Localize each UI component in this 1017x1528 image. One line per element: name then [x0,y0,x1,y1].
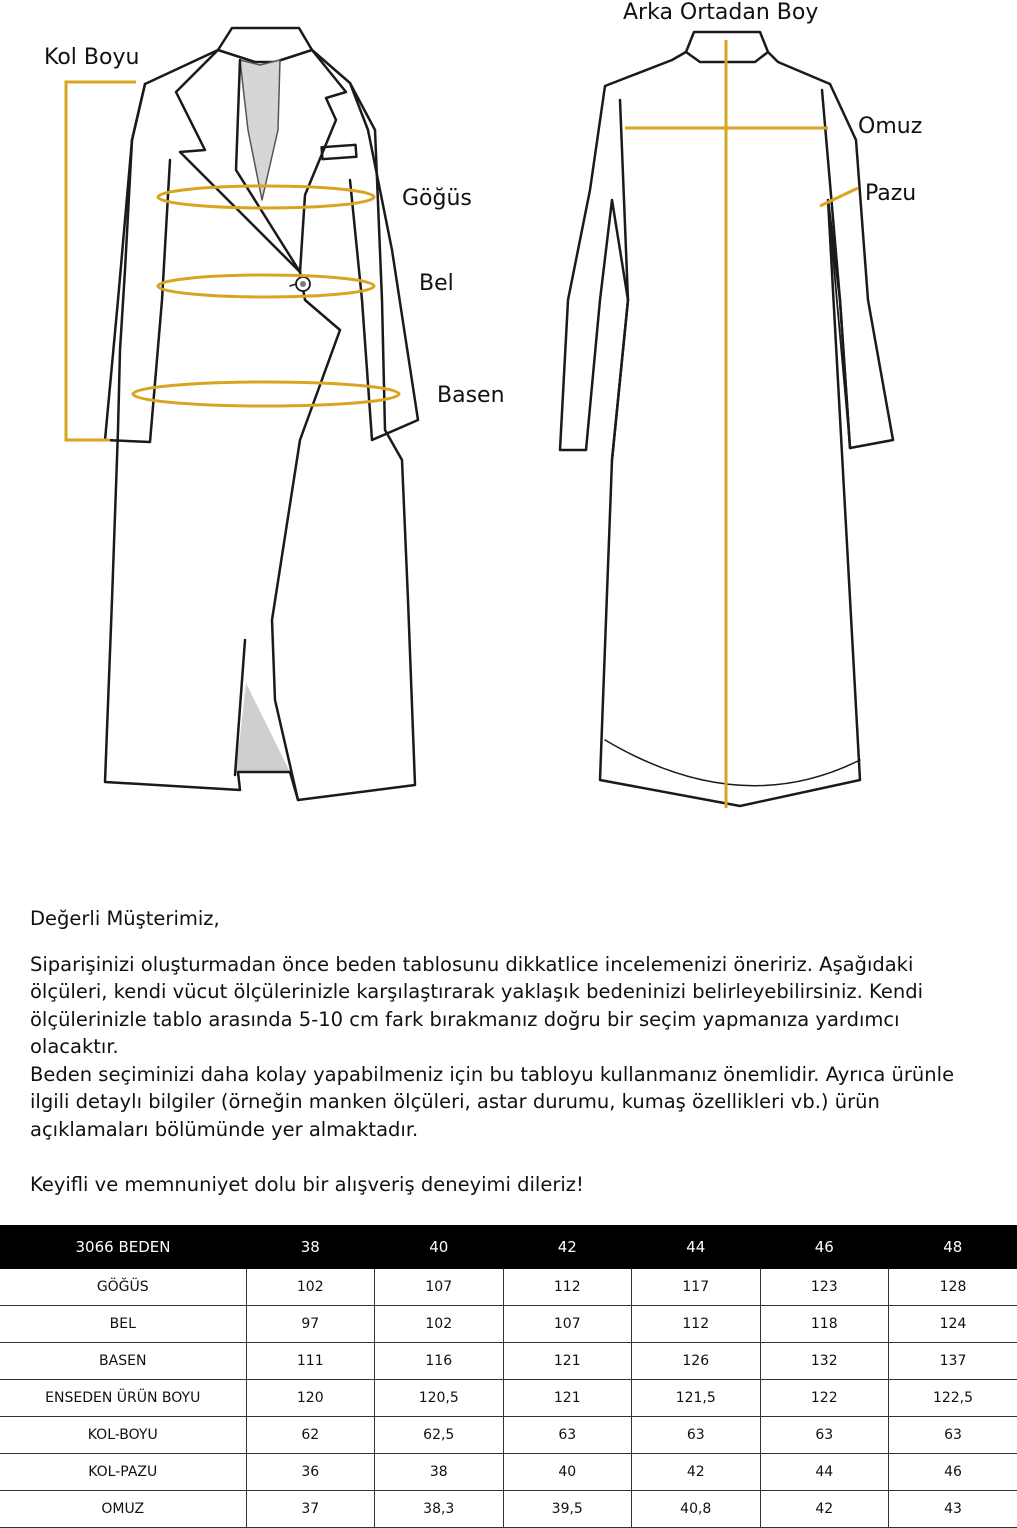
table-cell: 112 [503,1269,632,1306]
header-cell: 40 [375,1225,504,1269]
closing-text: Keyifli ve memnuniyet dolu bir alışveriş deneyimi dileriz! [30,1171,990,1199]
table-row [0,1306,1017,1343]
table-cell: 128 [889,1269,1017,1306]
table-cell: 124 [889,1306,1017,1343]
size-chart-table [0,1225,1017,1528]
header-cell: 44 [632,1225,761,1269]
table-cell: 36 [246,1454,375,1491]
table-row [0,1454,1017,1491]
row-label: GÖĞÜS [0,1269,246,1306]
table-cell: 62,5 [375,1417,504,1454]
table-cell: 62 [246,1417,375,1454]
table-cell: 122,5 [889,1380,1017,1417]
table-cell: 40,8 [632,1491,761,1528]
header-cell: 3066 BEDEN [0,1225,246,1269]
table-cell: 63 [503,1417,632,1454]
label-pazu: Pazu [865,181,916,206]
table-header-row [0,1225,1017,1269]
header-cell: 38 [246,1225,375,1269]
table-cell: 63 [889,1417,1017,1454]
label-arka-ortadan-boy: Arka Ortadan Boy [623,0,818,25]
table-cell: 137 [889,1343,1017,1380]
table-cell: 63 [632,1417,761,1454]
table-cell: 121,5 [632,1380,761,1417]
table-cell: 121 [503,1380,632,1417]
table-cell: 46 [889,1454,1017,1491]
table-cell: 111 [246,1343,375,1380]
table-row [0,1343,1017,1380]
row-label: KOL-PAZU [0,1454,246,1491]
table-row [0,1380,1017,1417]
paragraph-measurements: Siparişinizi oluşturmadan önce beden tablosunu dikkatlice incelemenizi öneririz. Aşağıdaki ölçüleri, kendi vücut ölçülerinizle karşılaştırarak yaklaşık bedeninizi belirleyebilirsiniz. Kendi ölçülerinizle tablo arasında 5-10 cm fark bırakmanız doğru bir seçim yapmanıza yardımcı olacaktır. [30,951,990,1061]
table-cell: 117 [632,1269,761,1306]
table-cell: 120,5 [375,1380,504,1417]
table-cell: 107 [503,1306,632,1343]
table-cell: 118 [760,1306,889,1343]
table-cell: 116 [375,1343,504,1380]
customer-notice [30,905,990,1199]
table-cell: 42 [632,1454,761,1491]
table-cell: 38,3 [375,1491,504,1528]
header-cell: 46 [760,1225,889,1269]
table-cell: 39,5 [503,1491,632,1528]
row-label: OMUZ [0,1491,246,1528]
table-cell: 126 [632,1343,761,1380]
table-cell: 44 [760,1454,889,1491]
table-cell: 63 [760,1417,889,1454]
table-cell: 43 [889,1491,1017,1528]
table-cell: 37 [246,1491,375,1528]
table-cell: 38 [375,1454,504,1491]
row-label: ENSEDEN ÜRÜN BOYU [0,1380,246,1417]
table-cell: 97 [246,1306,375,1343]
front-coat-outline [105,28,418,800]
row-label: KOL-BOYU [0,1417,246,1454]
label-gogus: Göğüs [402,186,472,211]
table-row [0,1417,1017,1454]
table-cell: 122 [760,1380,889,1417]
header-cell: 48 [889,1225,1017,1269]
greeting-text: Değerli Müşterimiz, [30,905,990,933]
table-row [0,1491,1017,1528]
table-cell: 102 [246,1269,375,1306]
row-label: BASEN [0,1343,246,1380]
label-omuz: Omuz [858,114,922,139]
table-cell: 121 [503,1343,632,1380]
label-basen: Basen [437,383,505,408]
table-cell: 107 [375,1269,504,1306]
table-cell: 112 [632,1306,761,1343]
table-row [0,1269,1017,1306]
table-cell: 120 [246,1380,375,1417]
header-cell: 42 [503,1225,632,1269]
row-label: BEL [0,1306,246,1343]
table-cell: 123 [760,1269,889,1306]
label-kol-boyu: Kol Boyu [44,45,139,70]
paragraph-table-usage: Beden seçiminizi daha kolay yapabilmeniz için bu tabloyu kullanmanız önemlidir. Ayrıca ürünle ilgili detaylı bilgiler (örneğin manken ölçüleri, astar durumu, kumaş özellikleri vb.) ürün açıklamaları bölümünde yer almaktadır. [30,1061,990,1144]
table-cell: 40 [503,1454,632,1491]
table-cell: 132 [760,1343,889,1380]
table-cell: 102 [375,1306,504,1343]
label-bel: Bel [419,271,454,296]
table-cell: 42 [760,1491,889,1528]
